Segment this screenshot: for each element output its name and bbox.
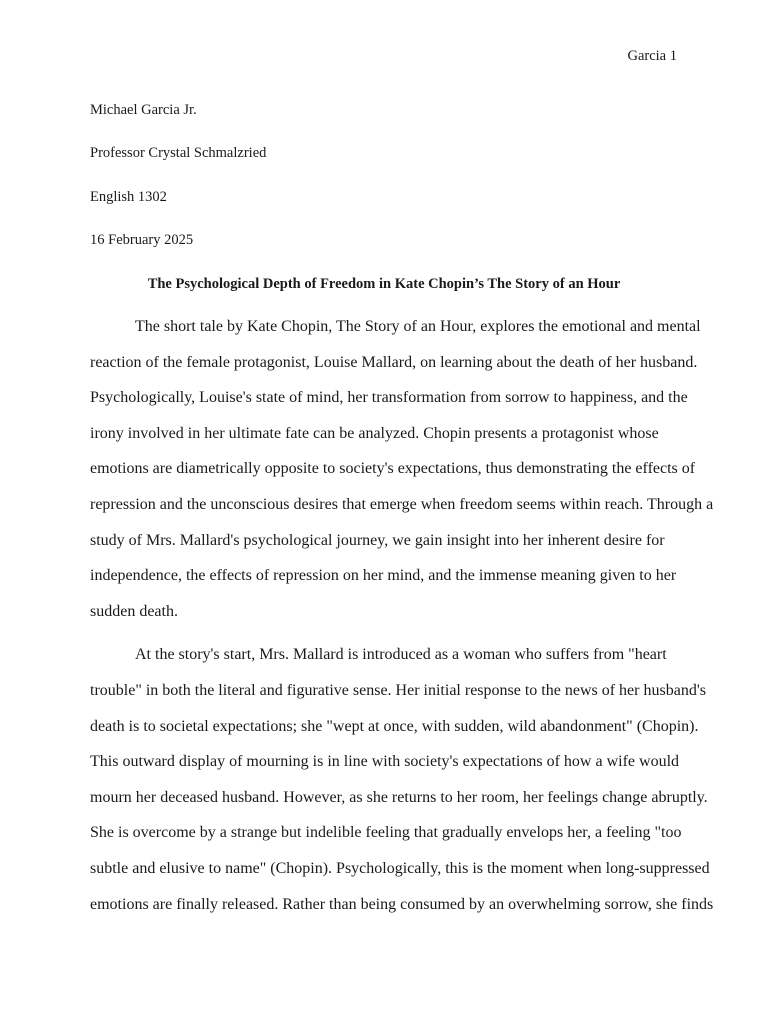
essay-title: The Psychological Depth of Freedom in Kate Chopin’s The Story of an Hour xyxy=(147,276,621,292)
mla-heading xyxy=(90,101,678,274)
paragraph-line: subtle and elusive to name" (Chopin). Psychologically, this is the moment when long-suppressed xyxy=(90,859,710,877)
paragraph-line: irony involved in her ultimate fate can be analyzed. Chopin presents a protagonist whose xyxy=(90,424,659,442)
essay-body xyxy=(90,318,714,931)
course-name: English 1302 xyxy=(90,188,167,205)
paragraph-line: She is overcome by a strange but indelible feeling that gradually envelops her, a feeling "too xyxy=(90,824,682,842)
paragraph-line: trouble" in both the literal and figurative sense. Her initial response to the news of her husband's xyxy=(90,681,706,699)
paragraph-line: reaction of the female protagonist, Louise Mallard, on learning about the death of her husband. xyxy=(90,353,698,371)
running-head: Garcia 1 xyxy=(627,48,677,64)
paragraph-line: independence, the effects of repression on her mind, and the immense meaning given to her xyxy=(90,567,677,585)
paragraph-line: Psychologically, Louise's state of mind, her transformation from sorrow to happiness, and the xyxy=(90,389,688,407)
paragraph-line: At the story's start, Mrs. Mallard is introduced as a woman who suffers from "heart xyxy=(135,646,667,664)
paragraph-1 xyxy=(90,318,714,638)
paragraph-line: emotions are diametrically opposite to society's expectations, thus demonstrating the effects of xyxy=(90,460,696,478)
paragraph-line: repression and the unconscious desires that emerge when freedom seems within reach. Through a xyxy=(90,495,714,513)
paragraph-line: sudden death. xyxy=(90,602,178,620)
paragraph-line: study of Mrs. Mallard's psychological journey, we gain insight into her inherent desire for xyxy=(90,531,665,549)
paragraph-line: death is to societal expectations; she "wept at once, with sudden, wild abandonment" (Chopin). xyxy=(90,717,699,735)
paragraph-line: emotions are finally released. Rather than being consumed by an overwhelming sorrow, she finds xyxy=(90,895,714,913)
paragraph-2 xyxy=(90,646,714,931)
professor-name: Professor Crystal Schmalzried xyxy=(90,145,267,162)
paragraph-line: This outward display of mourning is in line with society's expectations of how a wife would xyxy=(90,753,680,771)
date: 16 February 2025 xyxy=(90,231,194,248)
paragraph-line: The short tale by Kate Chopin, The Story of an Hour, explores the emotional and mental xyxy=(135,318,701,335)
author-name: Michael Garcia Jr. xyxy=(90,102,197,118)
paragraph-line: mourn her deceased husband. However, as she returns to her room, her feelings change abruptly. xyxy=(90,788,708,806)
